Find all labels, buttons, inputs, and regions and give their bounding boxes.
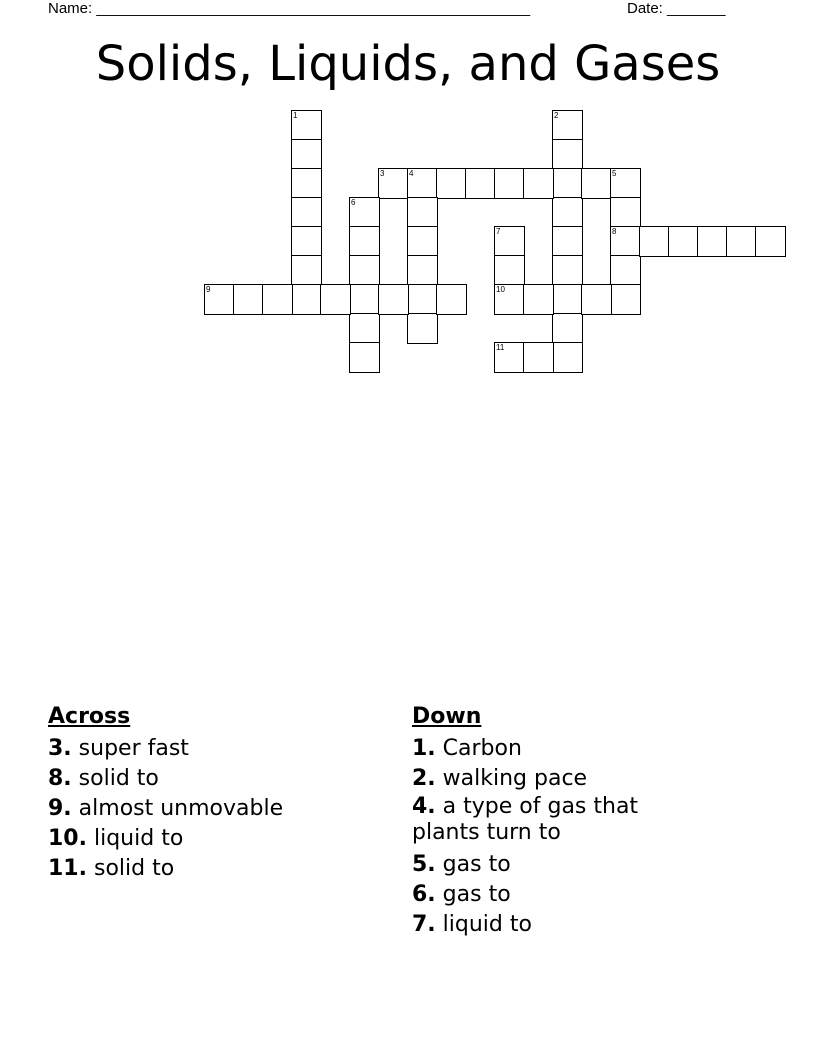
- clue-number-label: 6: [351, 198, 356, 207]
- grid-cell[interactable]: [349, 197, 380, 228]
- grid-cell[interactable]: [494, 342, 525, 373]
- clue-number-label: 9: [206, 285, 211, 294]
- clue-number: 1.: [412, 736, 436, 761]
- grid-cell[interactable]: [523, 284, 554, 315]
- grid-cell[interactable]: [552, 197, 583, 228]
- clue-text: solid to: [93, 856, 175, 881]
- grid-cell[interactable]: [726, 226, 757, 257]
- clue-text: almost unmovable: [78, 796, 284, 821]
- clue-number-label: 11: [496, 343, 505, 352]
- clue-text: Carbon: [442, 736, 522, 761]
- across-clue: [48, 794, 378, 824]
- down-clues: [412, 702, 742, 940]
- grid-cell[interactable]: [552, 226, 583, 257]
- down-clue: [412, 794, 672, 850]
- clue-number: 7.: [412, 912, 436, 937]
- clue-number-label: 10: [496, 285, 505, 294]
- clue-number: 9.: [48, 796, 72, 821]
- grid-cell[interactable]: [610, 168, 641, 199]
- grid-cell[interactable]: [436, 284, 467, 315]
- grid-cell[interactable]: [349, 342, 380, 373]
- clue-number-label: 8: [612, 227, 617, 236]
- grid-cell[interactable]: [697, 226, 728, 257]
- down-clue: [412, 880, 742, 910]
- grid-cell[interactable]: [494, 284, 525, 315]
- down-clue: [412, 734, 742, 764]
- clue-number-label: 1: [293, 111, 298, 120]
- grid-cell[interactable]: [291, 139, 322, 170]
- clue-number: 10.: [48, 826, 87, 851]
- clue-text: liquid to: [93, 826, 184, 851]
- down-clue: [412, 764, 742, 794]
- grid-cell[interactable]: [204, 284, 235, 315]
- page-title: Solids, Liquids, and Gases: [95, 36, 721, 92]
- grid-cell[interactable]: [610, 226, 641, 257]
- grid-cell[interactable]: [552, 168, 583, 199]
- grid-cell[interactable]: [291, 110, 322, 141]
- clue-number: 4.: [412, 794, 436, 819]
- grid-cell[interactable]: [494, 255, 525, 286]
- grid-cell[interactable]: [581, 168, 612, 199]
- grid-cell[interactable]: [320, 284, 351, 315]
- grid-cell[interactable]: [407, 284, 438, 315]
- grid-cell[interactable]: [552, 139, 583, 170]
- clue-text: a type of gas that plants turn to: [412, 794, 639, 845]
- name-label: Name: ____________________________________________________: [48, 0, 531, 17]
- grid-cell[interactable]: [349, 226, 380, 257]
- across-clue: [48, 854, 378, 884]
- grid-cell[interactable]: [349, 284, 380, 315]
- grid-cell[interactable]: [581, 284, 612, 315]
- clue-number: 2.: [412, 766, 436, 791]
- grid-cell[interactable]: [378, 284, 409, 315]
- across-clue: [48, 764, 378, 794]
- down-heading: Down: [412, 704, 482, 729]
- clue-text: solid to: [78, 766, 159, 791]
- grid-cell[interactable]: [639, 226, 670, 257]
- grid-cell[interactable]: [407, 226, 438, 257]
- clue-number: 5.: [412, 852, 436, 877]
- clue-text: gas to: [442, 852, 511, 877]
- grid-cell[interactable]: [755, 226, 786, 257]
- clue-number-label: 7: [496, 227, 501, 236]
- across-clues: [48, 702, 378, 884]
- grid-cell[interactable]: [291, 255, 322, 286]
- grid-cell[interactable]: [552, 255, 583, 286]
- clue-text: liquid to: [442, 912, 532, 937]
- crossword-grid: [0, 0, 816, 400]
- grid-cell[interactable]: [349, 255, 380, 286]
- grid-cell[interactable]: [291, 284, 322, 315]
- across-clue: [48, 734, 378, 764]
- clue-number: 6.: [412, 882, 436, 907]
- date-label: Date: _______: [627, 0, 726, 17]
- grid-cell[interactable]: [552, 110, 583, 141]
- clue-text: walking pace: [442, 766, 588, 791]
- clue-number: 11.: [48, 856, 87, 881]
- down-clue: [412, 910, 742, 940]
- grid-cell[interactable]: [610, 255, 641, 286]
- clue-number: 3.: [48, 736, 72, 761]
- clue-number-label: 5: [612, 169, 617, 178]
- grid-cell[interactable]: [552, 284, 583, 315]
- down-clue: [412, 850, 742, 880]
- across-heading: Across: [48, 704, 131, 729]
- grid-cell[interactable]: [291, 197, 322, 228]
- grid-cell[interactable]: [378, 168, 409, 199]
- grid-cell[interactable]: [291, 168, 322, 199]
- grid-cell[interactable]: [291, 226, 322, 257]
- clue-number-label: 4: [409, 169, 414, 178]
- grid-cell[interactable]: [494, 226, 525, 257]
- grid-cell[interactable]: [523, 168, 554, 199]
- across-clue: [48, 824, 378, 854]
- grid-cell[interactable]: [552, 342, 583, 373]
- clue-text: super fast: [78, 736, 189, 761]
- clue-number-label: 3: [380, 169, 385, 178]
- grid-cell[interactable]: [436, 168, 467, 199]
- clue-text: gas to: [442, 882, 511, 907]
- grid-cell[interactable]: [610, 197, 641, 228]
- grid-cell[interactable]: [407, 168, 438, 199]
- clue-number: 8.: [48, 766, 72, 791]
- grid-cell[interactable]: [668, 226, 699, 257]
- grid-cell[interactable]: [407, 197, 438, 228]
- grid-cell[interactable]: [407, 313, 438, 344]
- grid-cell[interactable]: [610, 284, 641, 315]
- grid-cell[interactable]: [233, 284, 264, 315]
- grid-cell[interactable]: [262, 284, 293, 315]
- grid-cell[interactable]: [552, 313, 583, 344]
- grid-cell[interactable]: [523, 342, 554, 373]
- grid-cell[interactable]: [494, 168, 525, 199]
- grid-cell[interactable]: [465, 168, 496, 199]
- grid-cell[interactable]: [407, 255, 438, 286]
- clue-number-label: 2: [554, 111, 559, 120]
- grid-cell[interactable]: [349, 313, 380, 344]
